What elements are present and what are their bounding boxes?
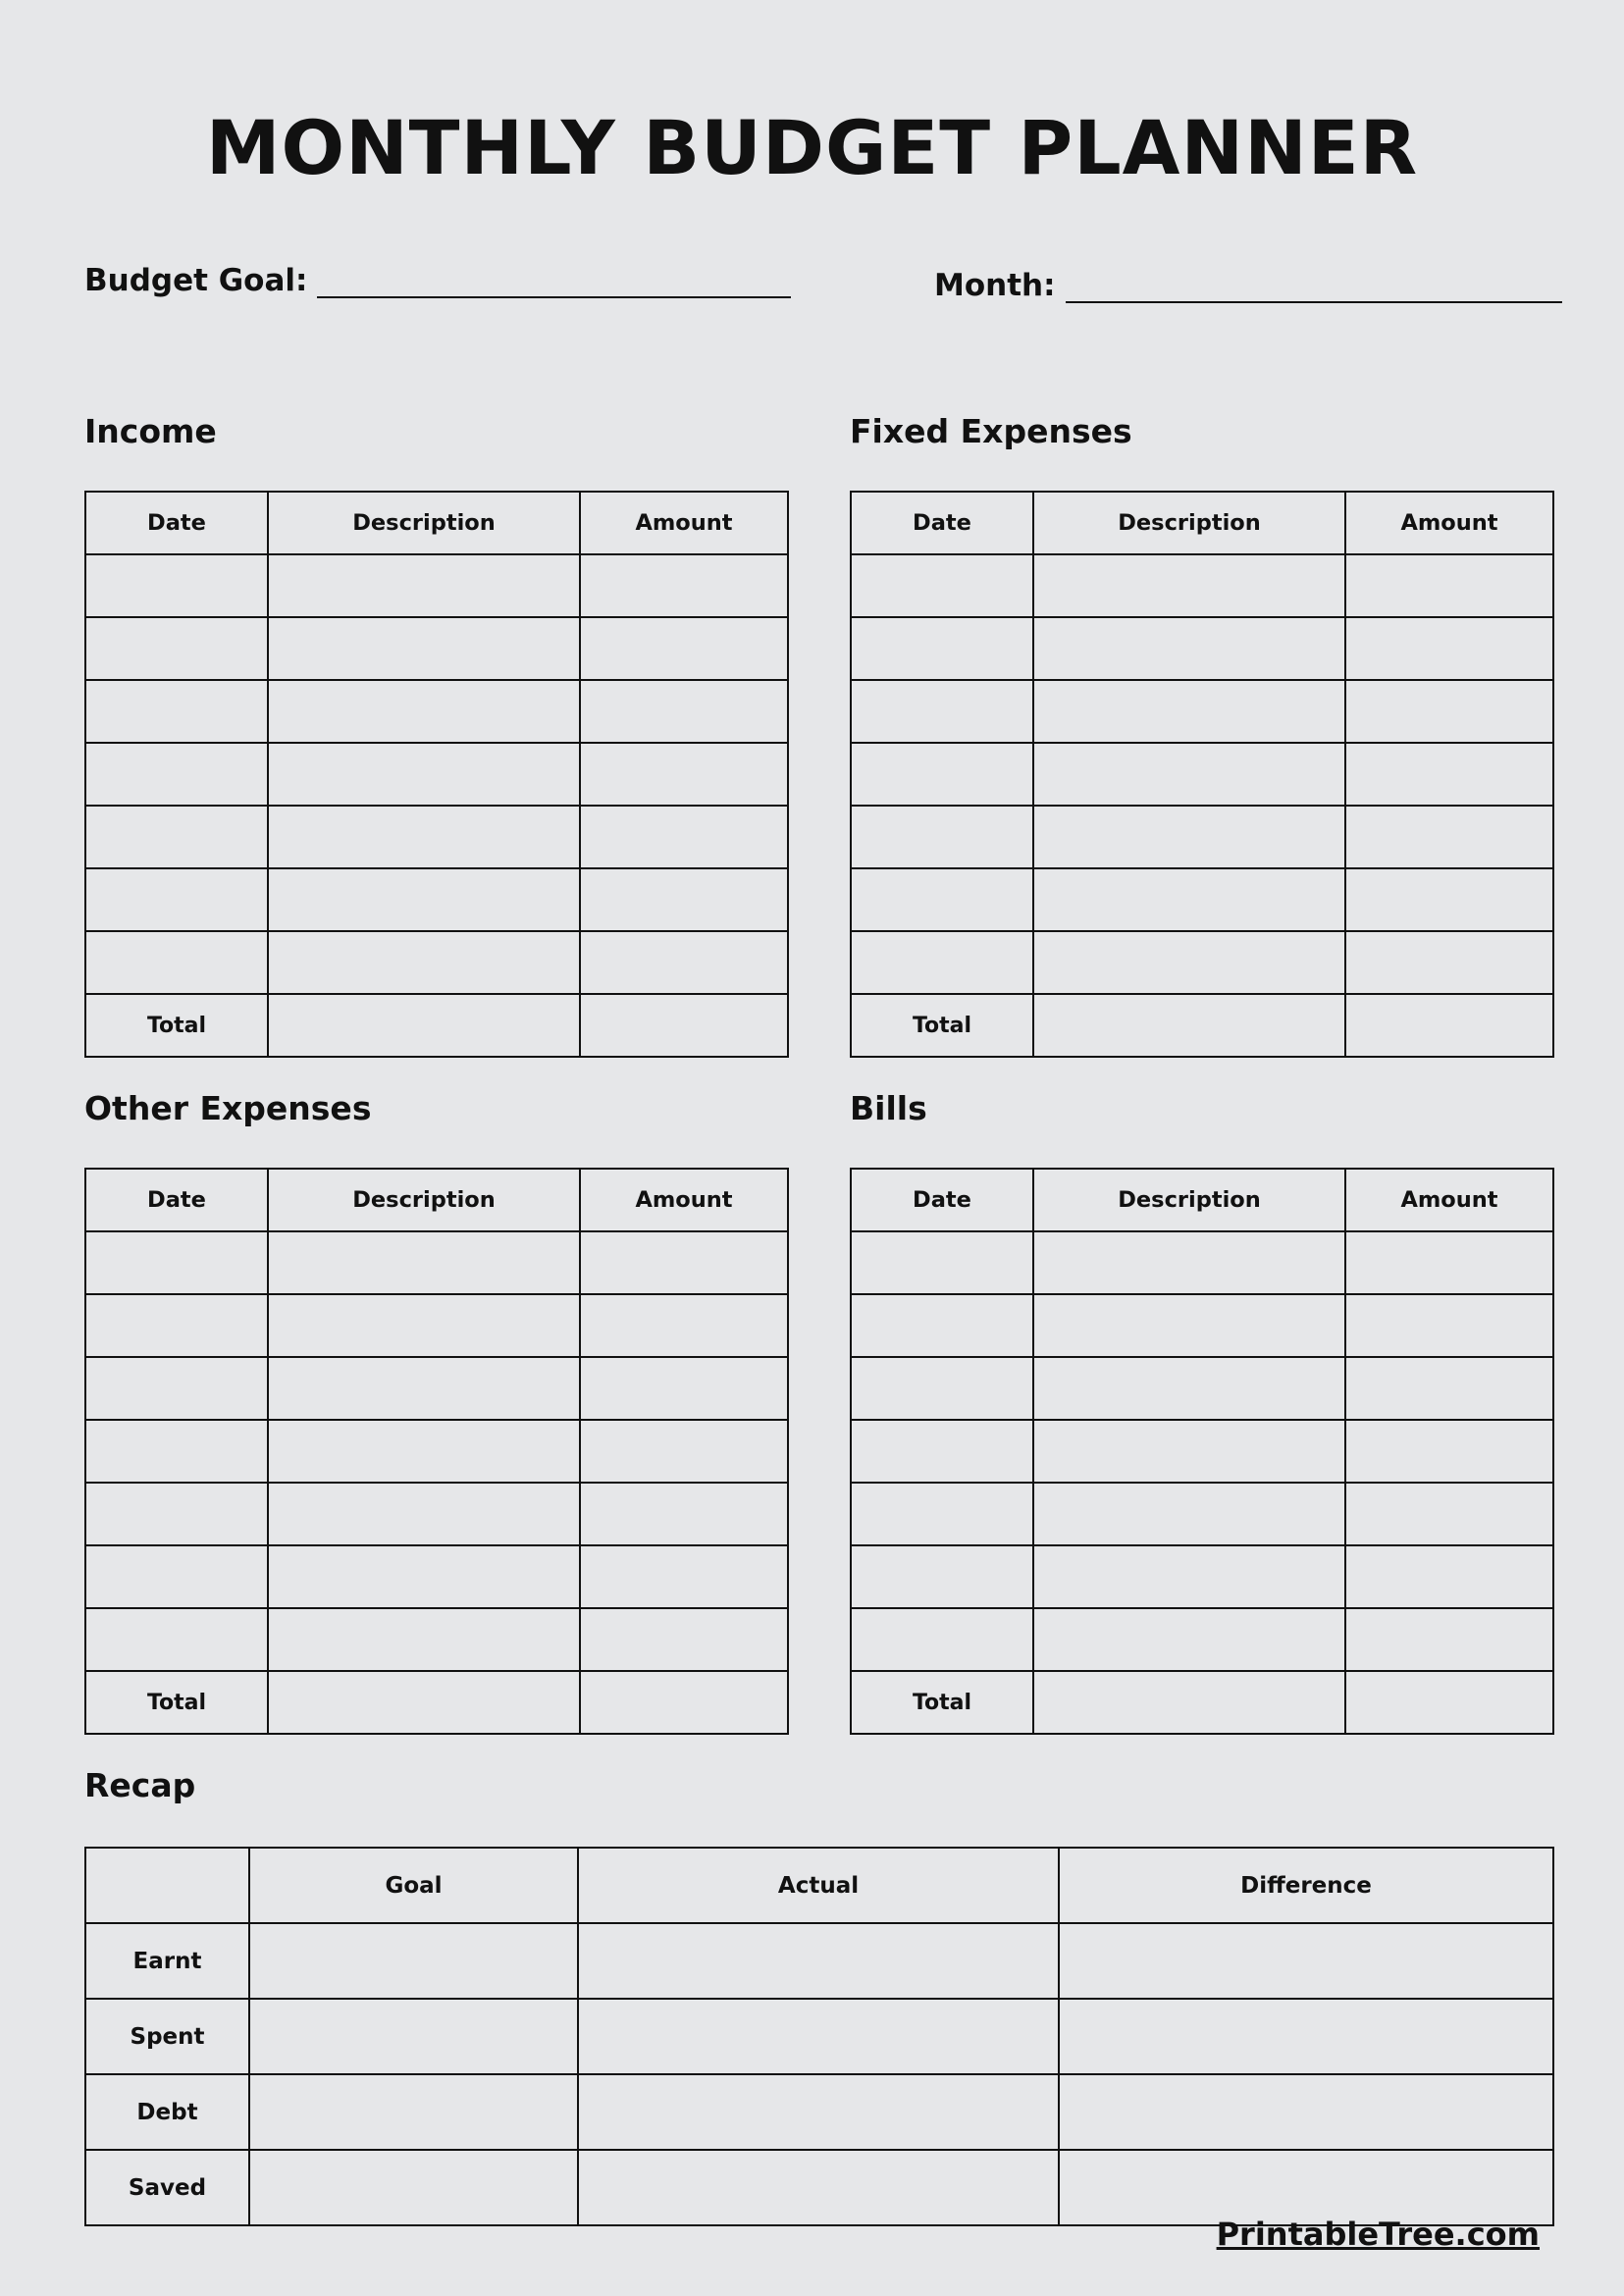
cell-date[interactable] [851,1357,1033,1420]
table-row[interactable] [85,680,788,743]
total-description[interactable] [1033,994,1345,1057]
cell-date[interactable] [85,1294,268,1357]
cell-amount[interactable] [580,806,788,868]
table-row[interactable] [851,743,1553,806]
cell-amount[interactable] [1345,931,1553,994]
table-header-row [851,492,1553,554]
cell-amount[interactable] [580,617,788,680]
table-row[interactable] [851,868,1553,931]
table-income[interactable] [84,491,789,1058]
column-header-date: Date [851,492,1033,554]
table-row[interactable] [851,1608,1553,1671]
cell-date[interactable] [851,554,1033,617]
total-amount[interactable] [1345,1671,1553,1734]
cell-description[interactable] [268,931,580,994]
cell-amount[interactable] [1345,617,1553,680]
recap-row-label: Debt [85,2074,249,2150]
recap-cell-goal[interactable] [249,2150,578,2225]
cell-amount[interactable] [580,743,788,806]
footer-brand-link[interactable]: PrintableTree.com [1216,2216,1540,2253]
column-header-amount: Amount [1345,492,1553,554]
table-row[interactable] [85,1231,788,1294]
recap-row-label: Earnt [85,1923,249,1999]
recap-cell-goal[interactable] [249,1923,578,1999]
cell-description[interactable] [268,1483,580,1545]
cell-date[interactable] [851,1608,1033,1671]
table-total-row[interactable] [85,1671,788,1734]
recap-cell-actual[interactable] [578,1999,1059,2074]
cell-date[interactable] [851,931,1033,994]
cell-date[interactable] [85,1357,268,1420]
table-recap[interactable] [84,1847,1554,2226]
cell-description[interactable] [268,868,580,931]
table-row[interactable] [85,1545,788,1608]
table-row[interactable] [851,554,1553,617]
month-field[interactable] [934,268,1562,303]
recap-cell-actual[interactable] [578,2150,1059,2225]
cell-description[interactable] [1033,1420,1345,1483]
cell-date[interactable] [85,806,268,868]
table-row[interactable] [851,1231,1553,1294]
table-row[interactable] [851,931,1553,994]
section-heading-fixed-expenses: Fixed Expenses [850,412,1132,450]
table-fixed-expenses[interactable] [850,491,1554,1058]
cell-description[interactable] [268,1357,580,1420]
cell-description[interactable] [1033,1608,1345,1671]
cell-amount[interactable] [1345,1608,1553,1671]
cell-amount[interactable] [1345,1420,1553,1483]
column-header-amount: Amount [580,492,788,554]
table-header-row [85,1169,788,1231]
cell-date[interactable] [85,931,268,994]
column-header-date: Date [85,1169,268,1231]
recap-header-row [85,1848,1553,1923]
table-row[interactable] [851,617,1553,680]
table-total-row[interactable] [851,994,1553,1057]
recap-cell-difference[interactable] [1059,1923,1553,1999]
cell-amount[interactable] [1345,554,1553,617]
cell-date[interactable] [851,1483,1033,1545]
recap-cell-actual[interactable] [578,2074,1059,2150]
cell-description[interactable] [1033,743,1345,806]
total-amount[interactable] [1345,994,1553,1057]
table-row[interactable] [851,1545,1553,1608]
budget-goal-input[interactable] [317,271,791,298]
total-description[interactable] [268,1671,580,1734]
table-row[interactable] [85,554,788,617]
cell-date[interactable] [85,1231,268,1294]
cell-date[interactable] [851,1231,1033,1294]
recap-cell-actual[interactable] [578,1923,1059,1999]
cell-description[interactable] [1033,1357,1345,1420]
cell-description[interactable] [268,1420,580,1483]
recap-cell-goal[interactable] [249,2074,578,2150]
total-label: Total [851,994,1033,1057]
cell-amount[interactable] [580,1608,788,1671]
table-row[interactable] [85,617,788,680]
cell-description[interactable] [268,1231,580,1294]
cell-amount[interactable] [580,680,788,743]
cell-date[interactable] [851,1294,1033,1357]
recap-column-header-actual: Actual [578,1848,1059,1923]
cell-amount[interactable] [1345,1483,1553,1545]
table-other-expenses[interactable] [84,1168,789,1735]
section-heading-income: Income [84,412,217,450]
section-heading-other-expenses: Other Expenses [84,1089,372,1127]
recap-column-header-blank [85,1848,249,1923]
cell-date[interactable] [851,743,1033,806]
table-row[interactable] [85,1357,788,1420]
cell-date[interactable] [85,554,268,617]
column-header-description: Description [1033,1169,1345,1231]
table-row[interactable] [85,806,788,868]
budget-goal-field[interactable] [84,263,791,298]
cell-description[interactable] [1033,868,1345,931]
cell-description[interactable] [268,1294,580,1357]
cell-date[interactable] [851,680,1033,743]
table-bills[interactable] [850,1168,1554,1735]
cell-description[interactable] [268,617,580,680]
cell-date[interactable] [851,868,1033,931]
recap-cell-difference[interactable] [1059,1999,1553,2074]
cell-date[interactable] [85,868,268,931]
table-row[interactable] [85,931,788,994]
month-input[interactable] [1066,276,1562,303]
cell-description[interactable] [1033,680,1345,743]
cell-description[interactable] [1033,931,1345,994]
cell-amount[interactable] [1345,1231,1553,1294]
cell-date[interactable] [85,743,268,806]
total-description[interactable] [268,994,580,1057]
recap-row[interactable] [85,1999,1553,2074]
column-header-description: Description [1033,492,1345,554]
meta-row [84,263,1540,322]
section-heading-recap: Recap [84,1766,196,1804]
budget-goal-label: Budget Goal: [84,263,308,298]
month-label: Month: [934,268,1056,303]
table-header-row [85,492,788,554]
column-header-date: Date [851,1169,1033,1231]
total-amount[interactable] [580,994,788,1057]
recap-row[interactable] [85,2074,1553,2150]
total-label: Total [85,994,268,1057]
cell-description[interactable] [268,680,580,743]
table-row[interactable] [851,1420,1553,1483]
cell-amount[interactable] [1345,1357,1553,1420]
recap-column-header-difference: Difference [1059,1848,1553,1923]
total-label: Total [85,1671,268,1734]
table-row[interactable] [851,1483,1553,1545]
table-row[interactable] [85,1420,788,1483]
page-title: MONTHLY BUDGET PLANNER [205,104,1419,191]
total-description[interactable] [1033,1671,1345,1734]
column-header-amount: Amount [580,1169,788,1231]
cell-amount[interactable] [580,1357,788,1420]
column-header-description: Description [268,1169,580,1231]
cell-amount[interactable] [1345,868,1553,931]
table-row[interactable] [851,1294,1553,1357]
cell-description[interactable] [1033,1545,1345,1608]
cell-amount[interactable] [1345,806,1553,868]
recap-cell-difference[interactable] [1059,2074,1553,2150]
cell-date[interactable] [85,1545,268,1608]
table-row[interactable] [85,1294,788,1357]
recap-cell-difference[interactable] [1059,2150,1553,2225]
cell-date[interactable] [85,617,268,680]
cell-description[interactable] [1033,1294,1345,1357]
cell-description[interactable] [1033,1483,1345,1545]
cell-description[interactable] [268,1545,580,1608]
table-header-row [851,1169,1553,1231]
cell-date[interactable] [851,617,1033,680]
cell-amount[interactable] [580,1483,788,1545]
cell-description[interactable] [268,554,580,617]
recap-row[interactable] [85,2150,1553,2225]
cell-description[interactable] [268,1608,580,1671]
table-row[interactable] [85,1483,788,1545]
section-heading-bills: Bills [850,1089,927,1127]
table-total-row[interactable] [851,1671,1553,1734]
cell-date[interactable] [851,1420,1033,1483]
cell-description[interactable] [1033,1231,1345,1294]
cell-description[interactable] [1033,554,1345,617]
cell-amount[interactable] [580,1545,788,1608]
table-row[interactable] [85,743,788,806]
recap-row-label: Spent [85,1999,249,2074]
cell-amount[interactable] [1345,680,1553,743]
cell-amount[interactable] [580,868,788,931]
column-header-amount: Amount [1345,1169,1553,1231]
table-row[interactable] [85,868,788,931]
cell-amount[interactable] [580,1294,788,1357]
cell-amount[interactable] [1345,1545,1553,1608]
table-row[interactable] [851,806,1553,868]
cell-amount[interactable] [1345,1294,1553,1357]
cell-amount[interactable] [580,931,788,994]
table-total-row[interactable] [85,994,788,1057]
cell-description[interactable] [268,806,580,868]
cell-date[interactable] [85,680,268,743]
cell-amount[interactable] [580,554,788,617]
cell-date[interactable] [851,1545,1033,1608]
column-header-description: Description [268,492,580,554]
recap-column-header-goal: Goal [249,1848,578,1923]
cell-description[interactable] [268,743,580,806]
total-amount[interactable] [580,1671,788,1734]
recap-row-label: Saved [85,2150,249,2225]
cell-amount[interactable] [580,1231,788,1294]
table-row[interactable] [851,680,1553,743]
recap-cell-goal[interactable] [249,1999,578,2074]
table-row[interactable] [85,1608,788,1671]
cell-amount[interactable] [1345,743,1553,806]
cell-description[interactable] [1033,617,1345,680]
cell-description[interactable] [1033,806,1345,868]
table-row[interactable] [851,1357,1553,1420]
cell-date[interactable] [85,1483,268,1545]
total-label: Total [851,1671,1033,1734]
recap-row[interactable] [85,1923,1553,1999]
column-header-date: Date [85,492,268,554]
cell-date[interactable] [85,1608,268,1671]
cell-date[interactable] [85,1420,268,1483]
cell-date[interactable] [851,806,1033,868]
cell-amount[interactable] [580,1420,788,1483]
